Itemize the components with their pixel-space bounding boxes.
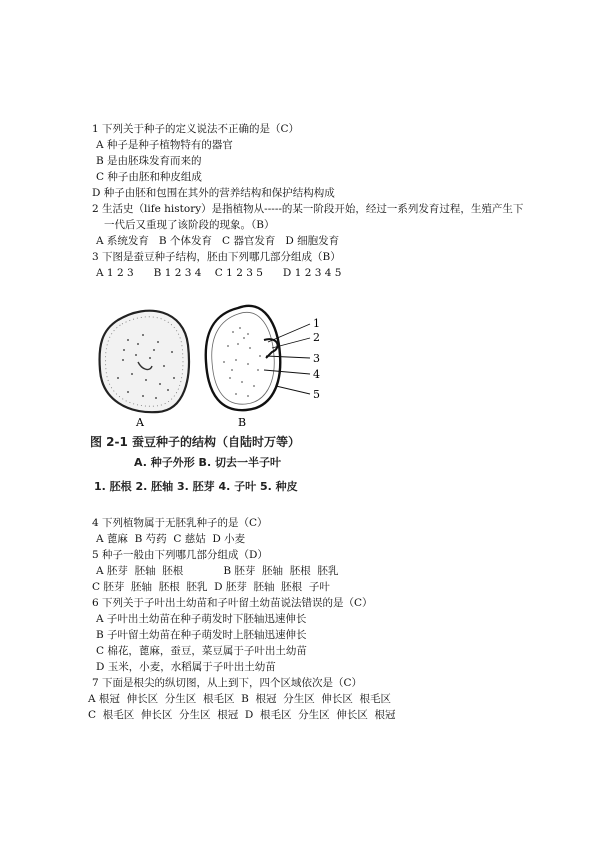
q5-options-line2: C 胚芽 胚轴 胚根 胚乳 D 胚芽 胚轴 胚根 子叶: [92, 581, 330, 593]
q2-stem-line2: 一代后又重现了该阶段的现象。（B）: [104, 219, 275, 231]
q2-options: A 系统发育 B 个体发育 C 器官发育 D 细胞发育: [96, 235, 340, 247]
figure-num-1: 1: [313, 317, 320, 330]
seed-a-drawing: [100, 311, 189, 412]
q7-stem: 7 下面是根尖的纵切图，从上到下，四个区域依次是（C）: [92, 677, 363, 689]
q1-option-a: A 种子是种子植物特有的器官: [96, 139, 233, 151]
figure-num-4: 4: [313, 368, 320, 381]
q1-option-d: D 种子由胚和包围在其外的营养结构和保护结构构成: [92, 187, 335, 199]
q7-options-line1: A 根冠 伸长区 分生区 根毛区 B 根冠 分生区 伸长区 根毛区: [88, 693, 392, 705]
q1-option-b: B 是由胚珠发育而来的: [96, 155, 202, 167]
figure-subcaption: A. 种子外形 B. 切去一半子叶: [134, 456, 281, 469]
figure-legend: 1. 胚根 2. 胚轴 3. 胚芽 4. 子叶 5. 种皮: [94, 480, 298, 493]
figure-label-a: A: [136, 416, 144, 429]
q7-options-line2: C 根毛区 伸长区 分生区 根冠 D 根毛区 分生区 伸长区 根冠: [88, 709, 396, 721]
figure-num-3: 3: [313, 352, 320, 365]
q1-stem: 1 下列关于种子的定义说法不正确的是（C）: [92, 123, 300, 135]
q5-options-line1: A 胚芽 胚轴 胚根 B 胚芽 胚轴 胚根 胚乳: [96, 565, 339, 577]
q6-option-c: C 棉花，蓖麻，蚕豆，菜豆属于子叶出土幼苗: [96, 645, 307, 657]
q6-stem: 6 下列关于子叶出土幼苗和子叶留土幼苗说法错误的是（C）: [92, 597, 373, 609]
q6-option-d: D 玉米，小麦，水稻属于子叶出土幼苗: [96, 661, 276, 673]
q2-stem-line1: 2 生活史（life history）是指植物从-----的某一阶段开始，经过一系列发育过程，生殖产生下: [92, 203, 524, 215]
seed-b-drawing: [206, 306, 310, 410]
q6-option-b: B 子叶留土幼苗在种子萌发时上胚轴迅速伸长: [96, 629, 307, 641]
q6-option-a: A 子叶出土幼苗在种子萌发时下胚轴迅速伸长: [96, 613, 307, 625]
figure-num-2: 2: [313, 331, 320, 344]
q3-stem: 3 下图是蚕豆种子结构，胚由下列哪几部分组成（B）: [92, 251, 341, 263]
figure-caption: 图 2-1 蚕豆种子的结构（自陆时万等）: [90, 435, 301, 449]
q1-option-c: C 种子由胚和种皮组成: [96, 171, 202, 183]
q4-stem: 4 下列植物属于无胚乳种子的是（C）: [92, 517, 268, 529]
q4-options: A 蓖麻 B 芍药 C 慈姑 D 小麦: [96, 533, 246, 545]
q5-stem: 5 种子一般由下列哪几部分组成（D）: [92, 549, 268, 561]
seed-structure-figure: [88, 300, 388, 500]
figure-label-b: B: [238, 416, 247, 429]
q3-options: A 1 2 3 B 1 2 3 4 C 1 2 3 5 D 1 2 3 4 5: [96, 267, 342, 279]
figure-num-5: 5: [313, 388, 320, 401]
